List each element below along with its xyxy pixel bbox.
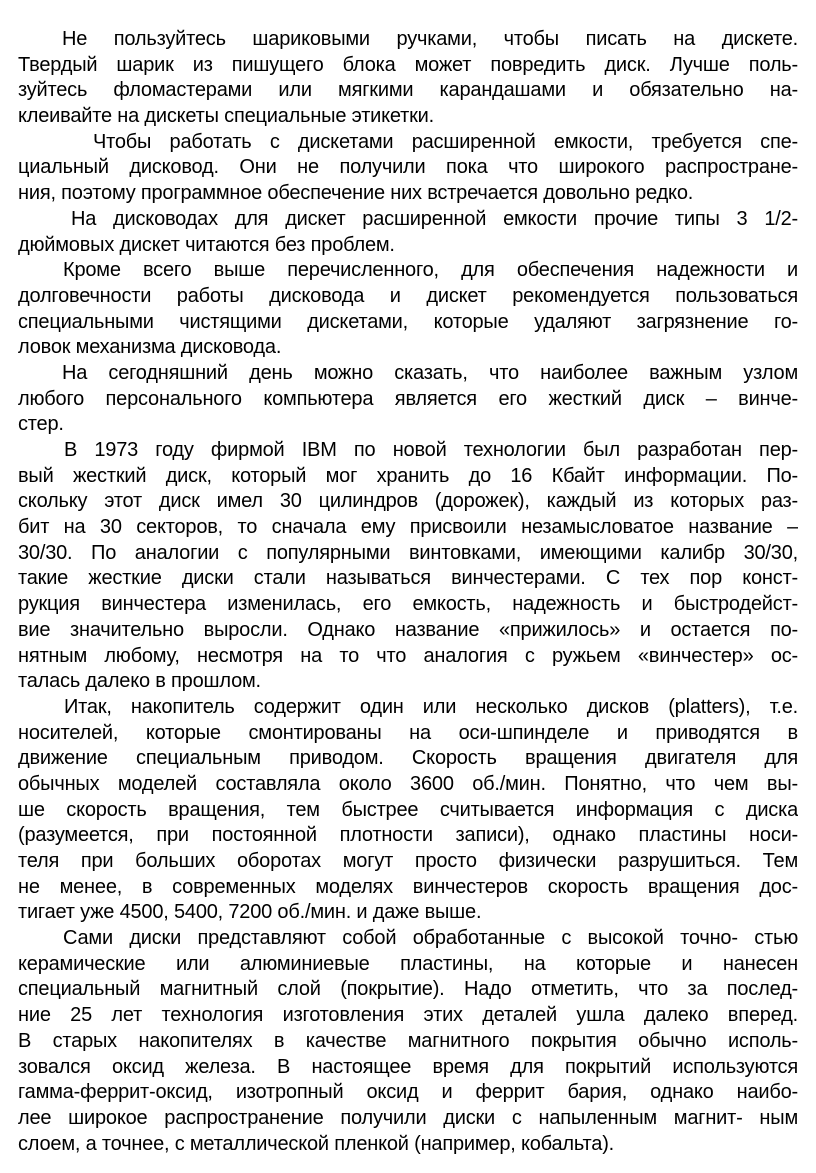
text-line: движение специальным приводом. Скорость вращения двигателя для	[18, 747, 798, 770]
text-line: зовался оксид железа. В настоящее время для покрытий используются	[18, 1055, 798, 1078]
text-line: (разумеется, при постоянной плотности записи), однако пластины носи-	[18, 824, 798, 847]
text-line: гамма-феррит-оксид, изотропный оксид и феррит бария, однако наибо-	[18, 1081, 798, 1104]
text-line: рукция винчестера изменилась, его емкость, надежность и быстродейст-	[18, 593, 798, 616]
text-line: не менее, в современных моделях винчестеров скорость вращения дос-	[18, 875, 798, 898]
text-line: специальный магнитный слой (покрытие). Надо отметить, что за послед-	[18, 978, 798, 1001]
text-line: скольку этот диск имел 30 цилиндров (дорожек), каждый из которых раз-	[18, 490, 798, 513]
text-line: В старых накопителях в качестве магнитного покрытия обычно исполь-	[18, 1029, 798, 1052]
text-line: такие жесткие диски стали называться винчестерами. С тех пор конст-	[18, 567, 798, 590]
paragraph	[18, 207, 798, 258]
text-line: носителей, которые смонтированы на оси-шпинделе и приводятся в	[18, 721, 798, 744]
text-line: Твердый шарик из пишущего блока может повредить диск. Лучше поль-	[18, 53, 798, 76]
text-line: нятным любому, несмотря на то что аналогия с ружьем «винчестер» ос-	[18, 644, 798, 667]
text-line: Чтобы работать с дискетами расширенной емкости, требуется спе-	[93, 130, 798, 153]
text-line: тигает уже 4500, 5400, 7200 об./мин. и даже выше.	[18, 901, 482, 924]
text-line: лее широкое распространение получили диски с напыленным магнит- ным	[18, 1106, 798, 1129]
text-line: В 1973 году фирмой IBM по новой технологии был разработан пер-	[64, 439, 798, 461]
text-line: керамические или алюминиевые пластины, на которые и нанесен	[18, 952, 798, 975]
paragraph	[18, 258, 798, 361]
paragraph	[18, 361, 798, 438]
text-line: любого персонального компьютера является его жесткий диск – винче-	[18, 387, 798, 410]
text-line: ше скорость вращения, тем быстрее считывается информация с диска	[18, 798, 798, 821]
text-line: стер.	[18, 413, 64, 436]
paragraph	[18, 438, 798, 695]
text-line: обычных моделей составляла около 3600 об./мин. Понятно, что чем вы-	[18, 772, 798, 795]
paragraph	[18, 695, 798, 926]
text-line: циальный дисковод. Они не получили пока что широкого распростране-	[18, 156, 798, 179]
text-line: Кроме всего выше перечисленного, для обеспечения надежности и	[63, 259, 798, 282]
text-line: Итак, накопитель содержит один или несколько дисков (platters), т.е.	[64, 695, 798, 718]
text-line: клеивайте на дискеты специальные этикетки.	[18, 105, 435, 128]
text-line: ловок механизма дисковода.	[18, 336, 282, 359]
text-line: слоем, а точнее, с металлической пленкой (например, кобальта).	[18, 1132, 615, 1155]
text-line: На дисководах для дискет расширенной емкости прочие типы 3 1/2-	[71, 207, 798, 230]
text-line: ния, поэтому программное обеспечение них встречается довольно редко.	[18, 182, 694, 205]
text-line: теля при больших оборотах могут просто физически разрушиться. Тем	[18, 850, 798, 872]
text-line: бит на 30 секторов, то сначала ему присвоили незамысловатое название –	[18, 516, 798, 539]
text-line: Сами диски представляют собой обработанные с высокой точно- стью	[63, 927, 798, 950]
text-line: специальными чистящими дискетами, которые удаляют загрязнение го-	[18, 310, 798, 333]
text-line: дюймовых дискет читаются без проблем.	[18, 233, 395, 256]
paragraph	[18, 27, 798, 130]
paragraph	[18, 926, 798, 1157]
text-line: ние 25 лет технология изготовления этих деталей ушла далеко вперед.	[18, 1004, 798, 1027]
text-line: талась далеко в прошлом.	[18, 670, 261, 693]
text-line: вие значительно выросли. Однако название «прижилось» и остается по-	[18, 618, 798, 641]
text-line: Не пользуйтесь шариковыми ручками, чтобы писать на дискете.	[62, 28, 798, 50]
text-line: вый жесткий диск, который мог хранить до 16 Кбайт информации. По-	[18, 464, 798, 487]
text-line: На сегодняшний день можно сказать, что наиболее важным узлом	[62, 361, 798, 384]
text-line: долговечности работы дисковода и дискет рекомендуется пользоваться	[18, 284, 798, 307]
text-line: 30/30. По аналогии с популярными винтовками, имеющими калибр 30/30,	[18, 541, 798, 564]
text-line: зуйтесь фломастерами или мягкими карандашами и обязательно на-	[18, 79, 798, 102]
paragraph	[18, 130, 798, 207]
